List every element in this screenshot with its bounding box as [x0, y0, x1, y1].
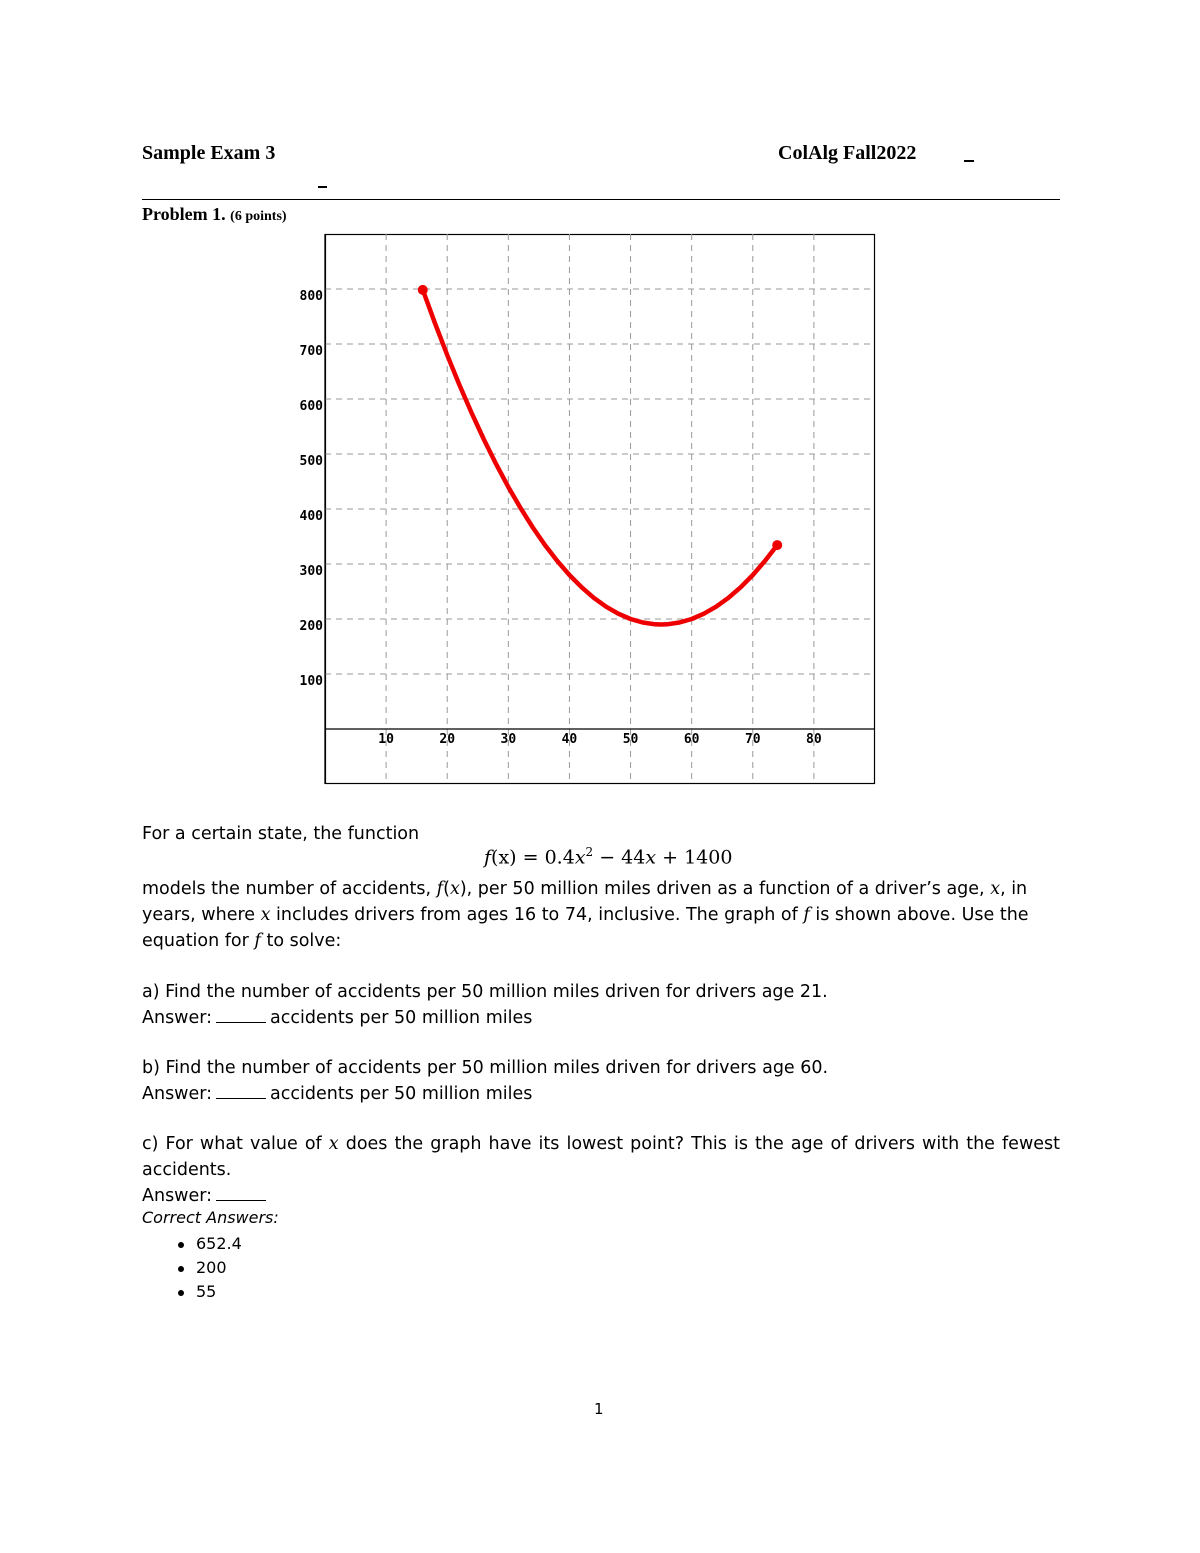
part-a-answer-line	[142, 1005, 1060, 1031]
part-b	[142, 1055, 1060, 1107]
desc-part: (	[443, 879, 450, 899]
eq-f: f	[484, 846, 492, 869]
part-a	[142, 979, 1060, 1031]
eq-x1: x	[574, 846, 586, 869]
y-tick-label: 400	[299, 509, 323, 524]
part-c-q1: c) For what value of	[142, 1134, 329, 1154]
desc-var: x	[990, 879, 1001, 899]
problem-label: Problem 1.	[142, 204, 226, 224]
exam-title: Sample Exam 3	[142, 142, 276, 164]
y-tick-label: 200	[299, 619, 323, 634]
desc-part: , in years, where	[142, 879, 1028, 925]
list-item	[170, 1256, 242, 1280]
problem-heading	[142, 204, 287, 225]
bullet-icon	[178, 1266, 184, 1272]
header-rule	[142, 199, 1060, 200]
correct-answers-label: Correct Answers:	[142, 1208, 279, 1227]
x-tick-label: 10	[378, 732, 394, 747]
eq-rest2: + 1400	[656, 846, 733, 869]
part-c-answer-line	[142, 1183, 1060, 1209]
y-tick-label: 300	[299, 564, 323, 579]
answer-label: Answer:	[142, 1008, 213, 1028]
answer-value: 652.4	[196, 1234, 242, 1253]
bullet-icon	[178, 1290, 184, 1296]
equation	[484, 845, 732, 868]
desc-var: f	[803, 905, 810, 925]
answer-blank[interactable]	[216, 1082, 266, 1099]
answer-value: 55	[196, 1282, 217, 1301]
y-tick-label: 500	[299, 454, 323, 469]
y-tick-label: 800	[299, 289, 323, 304]
x-tick-label: 80	[806, 732, 822, 747]
answer-suffix: accidents per 50 million miles	[270, 1008, 533, 1028]
page-number: 1	[594, 1400, 604, 1418]
part-c-var: x	[328, 1134, 339, 1154]
eq-eq: = 0.4	[516, 846, 575, 869]
desc-part: ), per 50 million miles driven as a function of a driver’s age,	[459, 879, 991, 899]
problem-points: (6 points)	[230, 209, 287, 224]
list-item	[170, 1280, 242, 1304]
course-title: ColAlg Fall2022	[778, 142, 917, 164]
endpoint-marker	[418, 285, 428, 295]
answer-suffix: accidents per 50 million miles	[270, 1084, 533, 1104]
x-tick-label: 20	[439, 732, 456, 747]
desc-var: f	[254, 931, 261, 951]
x-tick-label: 60	[683, 732, 700, 747]
header-dash	[318, 186, 327, 188]
y-tick-label: 100	[299, 674, 323, 689]
answer-blank[interactable]	[216, 1184, 266, 1201]
answer-label: Answer:	[142, 1186, 213, 1206]
y-tick-label: 700	[299, 344, 323, 359]
part-b-answer-line	[142, 1081, 1060, 1107]
answer-value: 200	[196, 1258, 227, 1277]
endpoint-marker	[772, 540, 782, 550]
eq-sup: 2	[585, 845, 594, 859]
answer-blank[interactable]	[216, 1006, 266, 1023]
eq-lhs-x: (x)	[491, 846, 517, 869]
part-a-question: a) Find the number of accidents per 50 million miles driven for drivers age 21.	[142, 982, 828, 1002]
x-tick-label: 40	[561, 732, 578, 747]
description	[142, 876, 1060, 954]
desc-part: is shown above. Use the equation for	[142, 905, 1029, 951]
answer-label: Answer:	[142, 1084, 213, 1104]
desc-part: includes drivers from ages 16 to 74, inclusive. The graph of	[270, 905, 804, 925]
desc-var: x	[260, 905, 271, 925]
eq-x2: x	[645, 846, 657, 869]
header-dash	[964, 160, 974, 162]
list-item	[170, 1232, 242, 1256]
y-tick-label: 600	[299, 399, 323, 414]
intro-text: For a certain state, the function	[142, 824, 420, 844]
accidents-graph	[299, 234, 876, 785]
eq-rest1: − 44	[593, 846, 646, 869]
x-tick-label: 50	[622, 732, 639, 747]
part-c-q2: does the graph have its lowest point? This is the age of drivers with the fewest accidents.	[142, 1134, 1061, 1180]
part-b-question: b) Find the number of accidents per 50 million miles driven for drivers age 60.	[142, 1058, 829, 1078]
x-tick-label: 30	[500, 732, 517, 747]
part-c-question	[142, 1131, 1060, 1183]
part-c	[142, 1131, 1060, 1209]
bullet-icon	[178, 1242, 184, 1248]
x-tick-label: 70	[744, 732, 761, 747]
desc-part: to solve:	[260, 931, 342, 951]
desc-var: f	[436, 879, 444, 899]
desc-part: models the number of accidents,	[142, 879, 437, 899]
desc-var: x	[449, 879, 460, 899]
correct-answers-list	[170, 1232, 242, 1304]
